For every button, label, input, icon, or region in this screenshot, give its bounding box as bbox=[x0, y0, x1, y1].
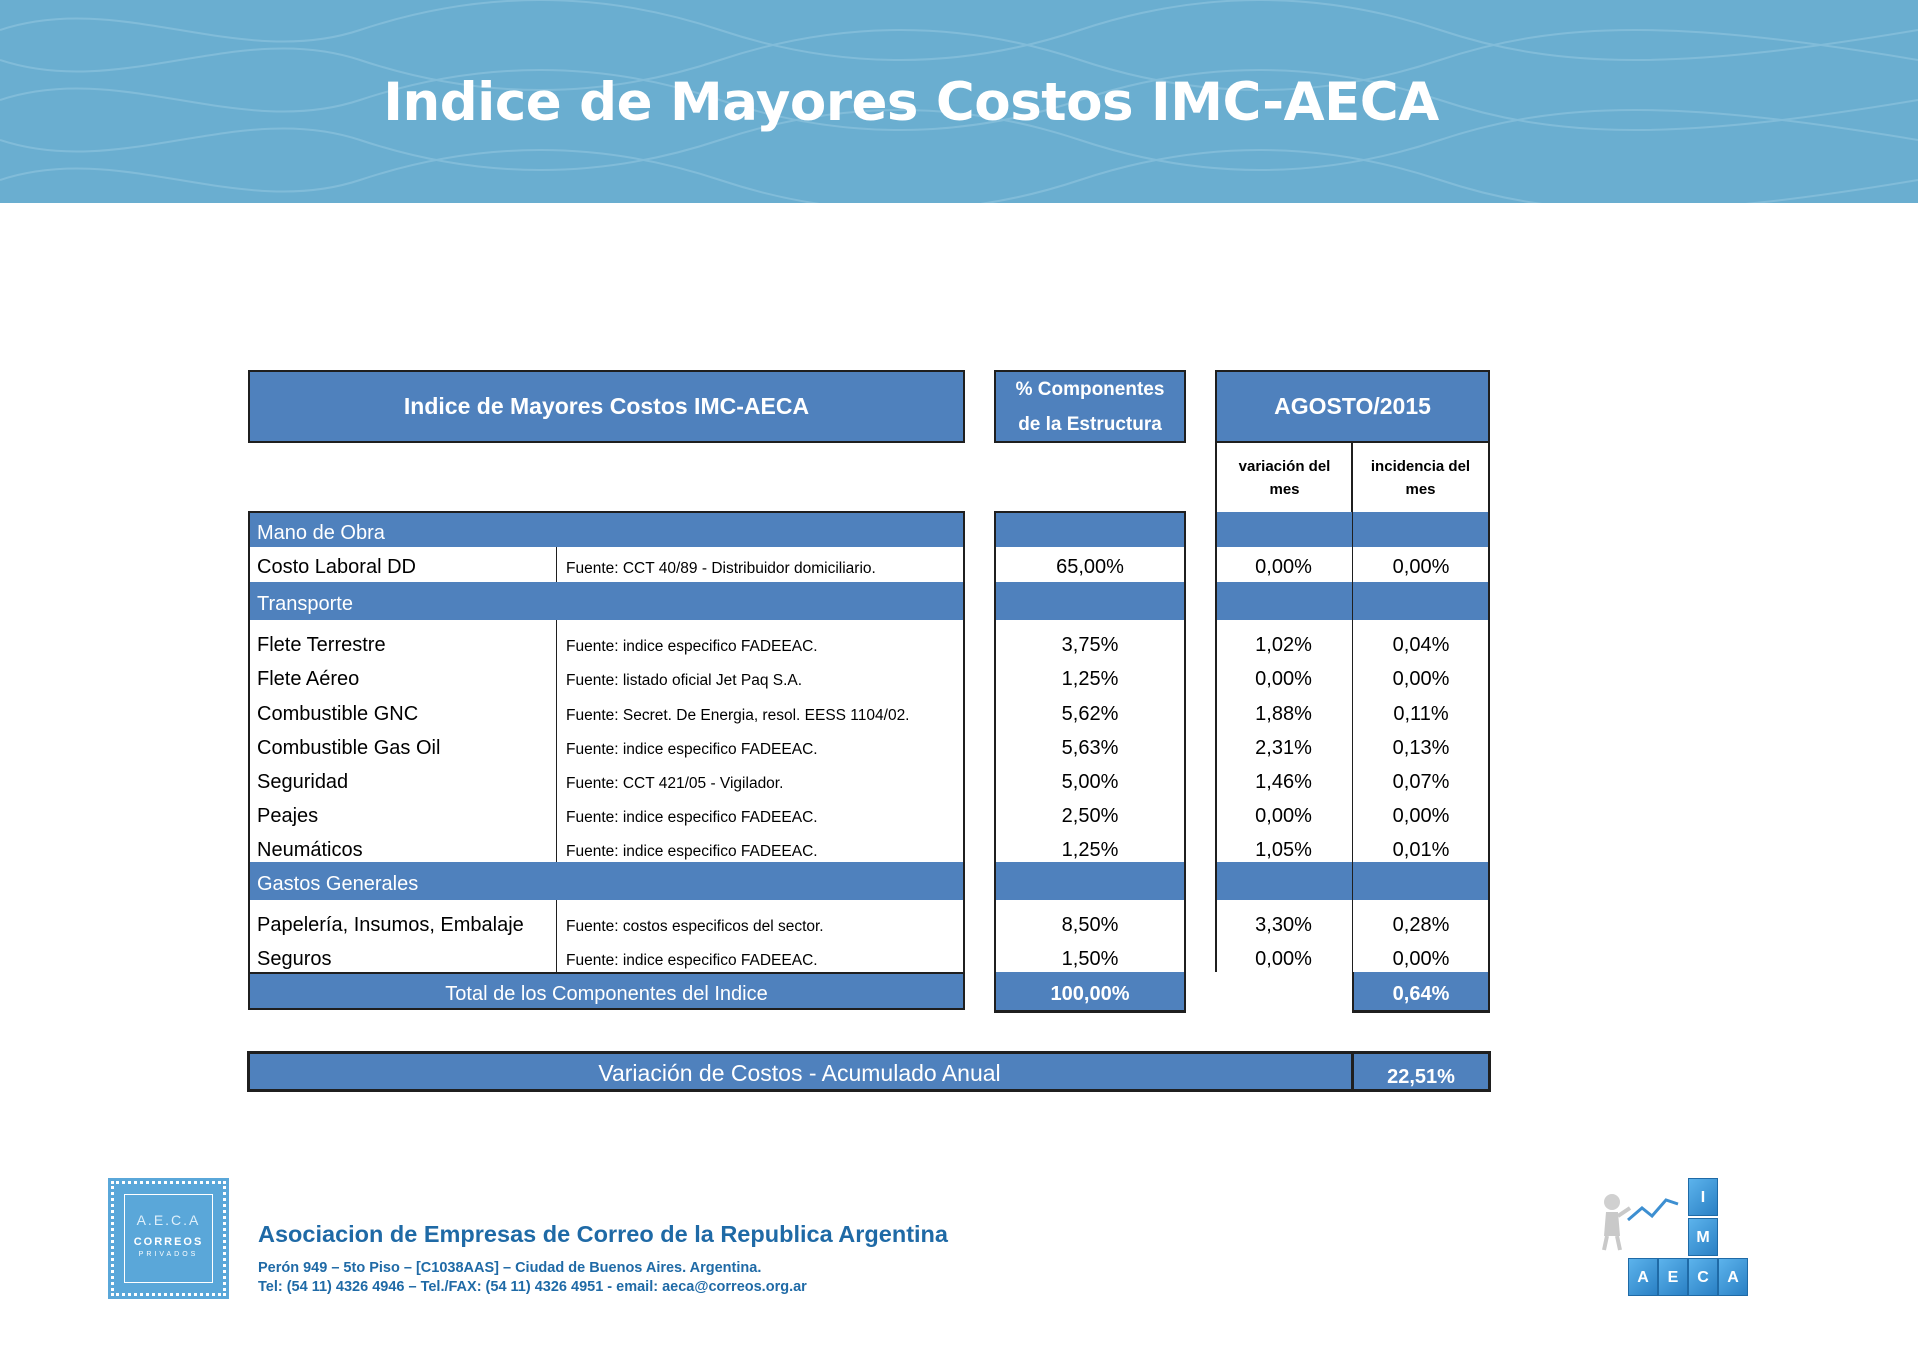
grid-line bbox=[248, 511, 965, 513]
grid-line bbox=[556, 547, 557, 582]
period-header-text: AGOSTO/2015 bbox=[1274, 393, 1431, 419]
stamp-line3: PRIVADOS bbox=[138, 1251, 199, 1258]
row-incidencia: 0,11% bbox=[1393, 703, 1449, 725]
row-incidencia: 0,00% bbox=[1392, 668, 1450, 690]
row-incidencia: 0,00% bbox=[1392, 805, 1450, 827]
incidencia-subheader bbox=[1352, 443, 1490, 513]
row-incidencia: 0,01% bbox=[1392, 839, 1450, 861]
row-pct: 65,00% bbox=[1056, 556, 1124, 578]
components-header-line2: de la Estructura bbox=[1018, 413, 1162, 435]
row-pct: 1,25% bbox=[1061, 839, 1119, 861]
row-variacion: 0,00% bbox=[1255, 805, 1312, 827]
row-source: Fuente: CCT 40/89 - Distribuidor domiciliario. bbox=[566, 560, 876, 577]
imc-block: A bbox=[1628, 1258, 1658, 1296]
row-label: Neumáticos bbox=[257, 839, 363, 861]
stamp-line2: CORREOS bbox=[133, 1236, 204, 1248]
row-source: Fuente: indice especifico FADEEAC. bbox=[566, 809, 818, 826]
row-variacion: 0,00% bbox=[1255, 556, 1312, 578]
table-title-text: Indice de Mayores Costos IMC-AECA bbox=[403, 393, 810, 419]
total-label: Total de los Componentes del Indice bbox=[445, 983, 768, 1005]
row-incidencia: 0,00% bbox=[1392, 948, 1450, 970]
imc-block: C bbox=[1688, 1258, 1718, 1296]
group-band-mano-pct bbox=[994, 512, 1186, 547]
row-variacion: 1,02% bbox=[1255, 634, 1312, 656]
footer-address: Perón 949 – 5to Piso – [C1038AAS] – Ciudad de Buenos Aires. Argentina. bbox=[258, 1260, 762, 1276]
row-source: Fuente: CCT 421/05 - Vigilador. bbox=[566, 775, 784, 792]
row-label: Combustible Gas Oil bbox=[257, 737, 441, 759]
row-variacion: 3,30% bbox=[1255, 914, 1312, 936]
row-incidencia: 0,28% bbox=[1392, 914, 1450, 936]
row-pct: 8,50% bbox=[1061, 914, 1119, 936]
row-pct: 5,63% bbox=[1061, 737, 1119, 759]
annual-label: Variación de Costos - Acumulado Anual bbox=[598, 1060, 1001, 1086]
incidencia-subheader-line2: mes bbox=[1405, 481, 1436, 498]
row-source: Fuente: indice especifico FADEEAC. bbox=[566, 843, 818, 860]
grid-line bbox=[994, 511, 996, 1013]
imc-block: I bbox=[1688, 1178, 1718, 1216]
table-title-header bbox=[248, 370, 965, 443]
imc-block: M bbox=[1688, 1218, 1718, 1256]
incidencia-subheader-line1: incidencia del bbox=[1370, 458, 1471, 475]
row-variacion: 0,00% bbox=[1255, 668, 1312, 690]
variacion-subheader bbox=[1215, 443, 1352, 513]
row-source: Fuente: listado oficial Jet Paq S.A. bbox=[566, 672, 803, 689]
row-incidencia: 0,00% bbox=[1392, 556, 1450, 578]
imc-block: A bbox=[1718, 1258, 1748, 1296]
footer-org-name: Asociacion de Empresas de Correo de la Republica Argentina bbox=[258, 1221, 948, 1247]
group-band-gastos-pct bbox=[994, 862, 1186, 900]
row-label: Peajes bbox=[257, 805, 319, 827]
row-label: Seguros bbox=[257, 948, 332, 970]
footer-contact: Tel: (54 11) 4326 4946 – Tel./FAX: (54 11) 4326 4951 - email: aeca@correos.org.ar bbox=[258, 1279, 807, 1295]
total-pct: 100,00% bbox=[1050, 983, 1130, 1005]
grid-line bbox=[994, 511, 1186, 513]
row-label: Seguridad bbox=[257, 771, 349, 793]
imc-blocks-logo bbox=[1598, 1178, 1764, 1302]
grid-line bbox=[556, 900, 557, 972]
group-label-transporte: Transporte bbox=[257, 593, 353, 615]
variacion-subheader-line1: variación del bbox=[1238, 458, 1331, 475]
row-variacion: 1,46% bbox=[1255, 771, 1312, 793]
row-variacion: 1,05% bbox=[1255, 839, 1312, 861]
row-label: Flete Aéreo bbox=[257, 668, 360, 690]
period-header bbox=[1215, 370, 1490, 443]
grid-line bbox=[963, 511, 965, 1010]
banner bbox=[0, 0, 1918, 203]
grid-line bbox=[1184, 511, 1186, 1013]
row-source: Fuente: indice especifico FADEEAC. bbox=[566, 952, 818, 969]
row-source: Fuente: indice especifico FADEEAC. bbox=[566, 741, 818, 758]
group-band-transporte bbox=[248, 582, 965, 620]
row-incidencia: 0,13% bbox=[1392, 737, 1450, 759]
imc-block: E bbox=[1658, 1258, 1688, 1296]
row-label: Combustible GNC bbox=[257, 703, 419, 725]
banner-title: Indice de Mayores Costos IMC-AECA bbox=[383, 72, 1439, 133]
row-source: Fuente: Secret. De Energia, resol. EESS 1104/02. bbox=[566, 707, 910, 724]
group-band-transporte-pct bbox=[994, 582, 1186, 620]
variacion-subheader-line2: mes bbox=[1269, 481, 1300, 498]
stamp-line1: A.E.C.A bbox=[136, 1212, 201, 1228]
row-pct: 2,50% bbox=[1061, 805, 1119, 827]
row-label: Costo Laboral DD bbox=[257, 556, 416, 578]
row-variacion: 1,88% bbox=[1255, 703, 1312, 725]
components-header bbox=[994, 370, 1186, 443]
row-source: Fuente: indice especifico FADEEAC. bbox=[566, 638, 818, 655]
row-pct: 5,62% bbox=[1061, 703, 1119, 725]
annual-value: 22,51% bbox=[1387, 1066, 1455, 1088]
grid-line bbox=[248, 511, 250, 1010]
grid-line bbox=[556, 620, 557, 862]
row-incidencia: 0,04% bbox=[1392, 634, 1450, 656]
row-pct: 3,75% bbox=[1061, 634, 1119, 656]
group-label-gastos-generales: Gastos Generales bbox=[257, 873, 419, 895]
group-label-mano-de-obra: Mano de Obra bbox=[257, 522, 385, 544]
row-pct: 1,50% bbox=[1061, 948, 1119, 970]
row-incidencia: 0,07% bbox=[1392, 771, 1450, 793]
components-header-line1: % Componentes bbox=[1015, 378, 1165, 400]
row-variacion: 2,31% bbox=[1255, 737, 1312, 759]
row-label: Flete Terrestre bbox=[257, 634, 386, 656]
row-source: Fuente: costos especificos del sector. bbox=[566, 918, 824, 935]
row-pct: 1,25% bbox=[1061, 668, 1119, 690]
row-pct: 5,00% bbox=[1061, 771, 1119, 793]
row-label: Papelería, Insumos, Embalaje bbox=[257, 914, 524, 936]
aeca-stamp-logo bbox=[111, 1181, 226, 1296]
total-inc: 0,64% bbox=[1392, 983, 1450, 1005]
row-variacion: 0,00% bbox=[1255, 948, 1312, 970]
